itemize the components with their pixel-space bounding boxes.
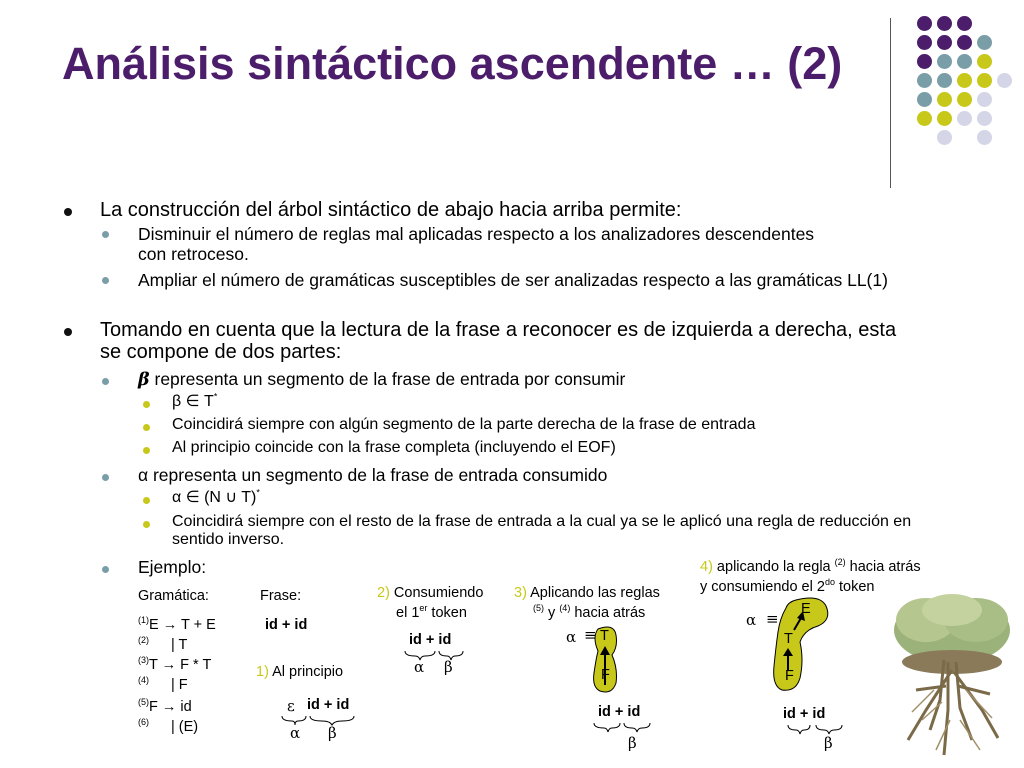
beta-symbol: β (824, 734, 833, 752)
bullet-dot (102, 378, 109, 385)
bullet-dot (102, 474, 109, 481)
dot (977, 111, 992, 126)
dot (917, 73, 932, 88)
rule-ref: (2) (834, 557, 846, 568)
step3-caption (514, 585, 660, 601)
bullet-dot (143, 521, 150, 528)
alpha-symbol: α (290, 724, 301, 742)
title-divider (890, 18, 891, 188)
step3-input: id + id (598, 704, 641, 720)
dot (977, 73, 992, 88)
beta-in-t (172, 393, 217, 411)
step3-braces (592, 721, 662, 733)
rule-text: | T (171, 637, 188, 653)
dot (937, 73, 952, 88)
dot (957, 35, 972, 50)
alpha-coincidira: Coincidirá siempre con el resto de la frase de entrada a la cual ya se le aplicó una regla de reducción en sentido inverso. (172, 513, 912, 548)
step-text: Al principio (268, 664, 344, 680)
beta-symbol: β (444, 658, 453, 676)
bullet-dot (102, 231, 109, 238)
bullet-construccion: La construcción del árbol sintáctico de abajo hacia arriba permite: (100, 199, 682, 221)
bullet-tomando: Tomando en cuenta que la lectura de la frase a reconocer es de izquierda a derecha, esta se compone de dos partes: (100, 319, 897, 363)
dot (917, 54, 932, 69)
grammar-rule (138, 617, 216, 633)
step-text: el 1 (396, 605, 420, 621)
dot (997, 73, 1012, 88)
rule-text: T → F * T (149, 657, 212, 673)
step-number: 1) (256, 664, 269, 680)
rule-text: E → T + E (149, 617, 216, 633)
epsilon-symbol: ε (287, 697, 295, 715)
rule-text: | F (171, 677, 188, 693)
rule-number: (5) (138, 697, 149, 708)
step4-caption (700, 559, 921, 575)
dot (937, 35, 952, 50)
dot (917, 92, 932, 107)
rule-number: (1) (138, 615, 149, 626)
beta-symbol: β (628, 734, 637, 752)
equiv-symbol: ≡ (584, 626, 597, 644)
dot (957, 54, 972, 69)
alpha-in-text: α ∈ (N ∪ T) (172, 489, 257, 506)
dot (957, 92, 972, 107)
alpha-symbol: α (414, 658, 425, 676)
bullet-dot (102, 277, 109, 284)
dot (977, 130, 992, 145)
step4-braces (786, 723, 856, 735)
step-text: y consumiendo el 2 (700, 579, 825, 595)
grammar-rule (138, 699, 192, 715)
dot (957, 16, 972, 31)
rule-ref: (5) (533, 603, 544, 614)
beta-al-principio: Al principio coincide con la frase completa (incluyendo el EOF) (172, 439, 616, 456)
dot (917, 111, 932, 126)
bullet-dot (143, 497, 150, 504)
rule-number: (2) (138, 635, 149, 646)
dot (937, 111, 952, 126)
bullet-dot (143, 401, 150, 408)
grammar-rule (138, 677, 188, 693)
bullet-dot (64, 208, 72, 216)
tree-node-e: E (801, 601, 811, 617)
ordinal: er (419, 603, 428, 614)
dot (937, 92, 952, 107)
rule-text: | (E) (171, 719, 199, 735)
dot (937, 16, 952, 31)
step-text: token (427, 605, 467, 621)
rule-ref: (4) (559, 603, 571, 614)
beta-description: representa un segmento de la frase de entrada por consumir (149, 369, 626, 389)
equiv-symbol: ≡ (766, 610, 779, 628)
tree-node-f: F (785, 668, 794, 684)
step2-input: id + id (409, 632, 452, 648)
kleene-star: * (256, 487, 260, 498)
step-number: 2) (377, 585, 390, 601)
grammar-rule (138, 657, 211, 673)
beta-symbol: β (138, 370, 150, 390)
alpha-symbol: α (746, 611, 757, 629)
step-number: 4) (700, 559, 713, 575)
step-text: hacia atrás (570, 605, 646, 621)
dot (917, 35, 932, 50)
step-text: token (834, 579, 875, 595)
step2-caption (377, 585, 483, 601)
step2-caption-line2 (396, 605, 467, 621)
bullet-alpha: α representa un segmento de la frase de entrada consumido (138, 465, 608, 485)
dot (977, 92, 992, 107)
bullet-dot (64, 328, 72, 336)
rule-text: F → id (149, 699, 192, 715)
step1-input: id + id (307, 697, 350, 713)
tree-roots-image (886, 590, 1020, 766)
bullet-dot (143, 447, 150, 454)
step1-caption (256, 664, 343, 680)
dot (937, 130, 952, 145)
grammar-rule (138, 719, 198, 735)
step-text: Aplicando las reglas (526, 585, 660, 601)
step4-caption-line2 (700, 579, 874, 595)
step-text: hacia atrás (845, 559, 921, 575)
rule-number: (4) (138, 675, 149, 686)
slide-title: Análisis sintáctico ascendente … (2) (62, 38, 843, 89)
bullet-ampliar: Ampliar el número de gramáticas susceptibles de ser analizadas respecto a las gramáticas LL(1) (138, 270, 888, 290)
step-text: Consumiendo (389, 585, 484, 601)
rule-number: (3) (138, 655, 149, 666)
grammar-label: Gramática: (138, 588, 209, 604)
frase-label: Frase: (260, 588, 302, 604)
beta-in-text: β ∈ T (172, 393, 214, 410)
bullet-disminuir: Disminuir el número de reglas mal aplicadas respecto a los analizadores descendentes con retroceso. (138, 224, 815, 264)
kleene-star: * (213, 391, 218, 402)
dot (977, 54, 992, 69)
beta-coincidira: Coincidirá siempre con algún segmento de la parte derecha de la frase de entrada (172, 416, 756, 433)
step-number: 3) (514, 585, 527, 601)
dot (957, 73, 972, 88)
dot (917, 16, 932, 31)
tree-node-t: T (784, 631, 793, 647)
step4-input: id + id (783, 706, 826, 722)
frase-value: id + id (265, 617, 308, 633)
rule-number: (6) (138, 717, 149, 728)
ordinal: do (824, 577, 835, 588)
step-text: aplicando la regla (712, 559, 835, 575)
dot (957, 111, 972, 126)
bullet-beta (138, 369, 625, 390)
tree-node-t: T (600, 628, 609, 644)
bullet-dot (102, 566, 109, 573)
step-text: y (544, 605, 560, 621)
beta-symbol: β (328, 724, 337, 742)
alpha-symbol: α (566, 628, 577, 646)
alpha-in-nt (172, 489, 260, 507)
bullet-dot (143, 424, 150, 431)
step3-caption-line2 (533, 605, 645, 621)
decorative-dot-grid (900, 14, 1010, 164)
bullet-ejemplo: Ejemplo: (138, 557, 207, 577)
grammar-rule (138, 637, 187, 653)
tree-node-f: F (601, 667, 610, 683)
dot (977, 35, 992, 50)
dot (937, 54, 952, 69)
